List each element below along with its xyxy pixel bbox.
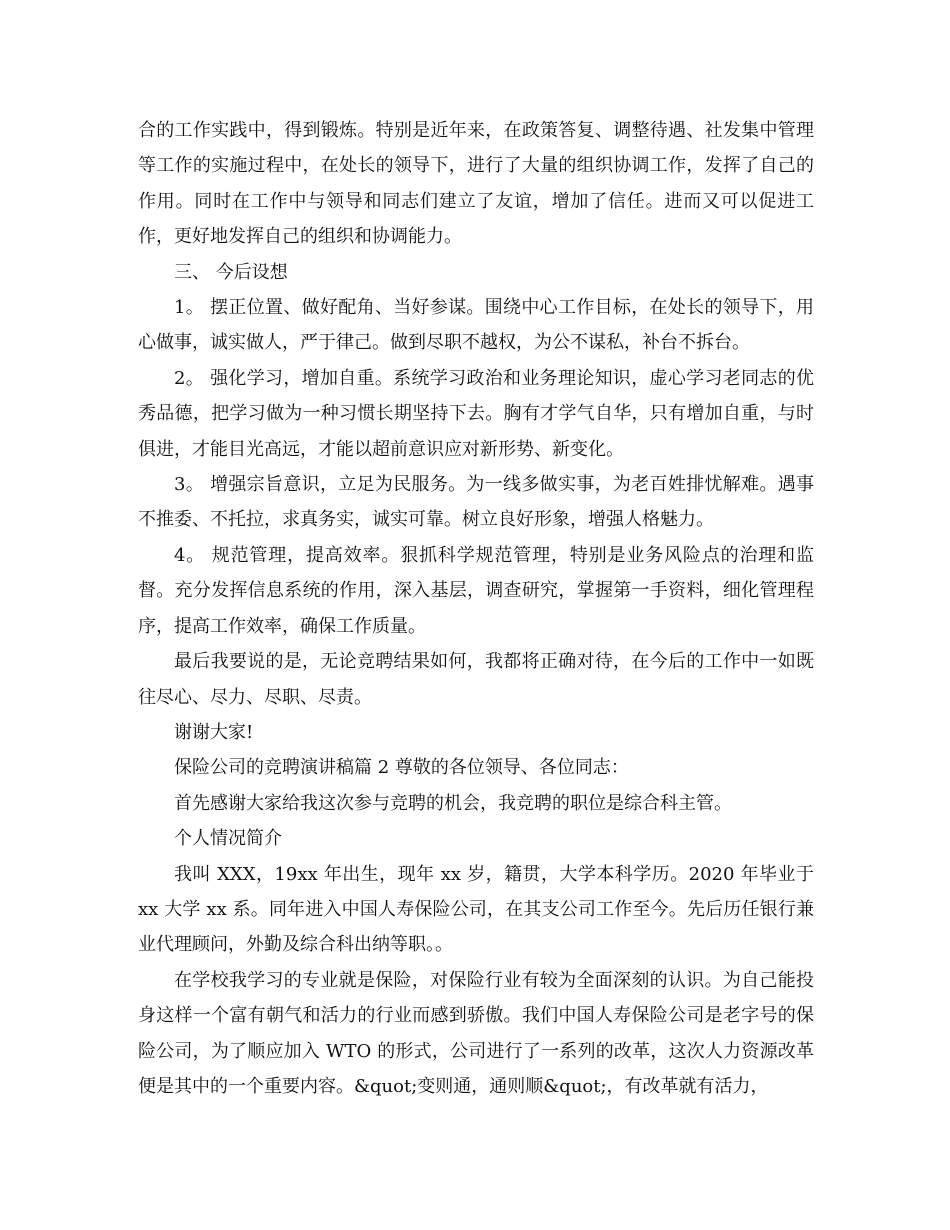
section-heading: 三、 今后设想 [174, 261, 288, 283]
closing-line: 谢谢大家! [174, 721, 254, 743]
paragraph: 首先感谢大家给我这次参与竞聘的机会，我竞聘的职位是综合科主管。 [174, 792, 732, 814]
paragraph: 我叫 XXX，19xx 年出生，现年 xx 岁，籍贯，大学本科学历。2020 年毕业于 xx 大学 xx 系。同年进入中国人寿保险公司，在其支公司工作至今。先后历任银行兼业代理顾问，外勤及综合科出纳等职。。 [138, 863, 814, 956]
paragraph: 在学校我学习的专业就是保险，对保险行业有较为全面深刻的认识。为自己能投身这样一个富有朝气和活力的行业而感到骄傲。我们中国人寿保险公司是老字号的保险公司，为了顺应加入 WTO 的形式，公司进行了一系列的改革，这次人力资源改革便是其中的一个重要内容。&quot;变则通，通则顺&quot;，有改革就有活力， [138, 969, 814, 1097]
paragraph: 保险公司的竞聘演讲稿篇 2 尊敬的各位领导、各位同志： [174, 757, 629, 779]
paragraph: 合的工作实践中，得到锻炼。特别是近年来，在政策答复、调整待遇、社发集中管理等工作的实施过程中，在处长的领导下，进行了大量的组织协调工作，发挥了自己的作用。同时在工作中与领导和同志们建立了友谊，增加了信任。进而又可以促进工作，更好地发挥自己的组织和协调能力。 [138, 120, 814, 248]
paragraph: 最后我要说的是，无论竞聘结果如何，我都将正确对待，在今后的工作中一如既往尽心、尽力、尽职、尽责。 [138, 651, 814, 708]
paragraph: 3。 增强宗旨意识，立足为民服务。为一线多做实事，为老百姓排忧解难。遇事不推委、不托拉，求真务实，诚实可靠。树立良好形象，增强人格魅力。 [138, 474, 814, 531]
section-heading: 个人情况简介 [174, 828, 282, 850]
paragraph: 2。 强化学习，增加自重。系统学习政治和业务理论知识，虚心学习老同志的优秀品德，把学习做为一种习惯长期坚持下去。胸有才学气自华，只有增加自重，与时俱进，才能目光高远，才能以超前意识应对新形势、新变化。 [138, 367, 814, 460]
document-body [138, 113, 814, 1104]
paragraph: 4。 规范管理，提高效率。狠抓科学规范管理，特别是业务风险点的治理和监督。充分发挥信息系统的作用，深入基层，调查研究，掌握第一手资料，细化管理程序，提高工作效率，确保工作质量。 [138, 544, 814, 637]
paragraph: 1。 摆正位置、做好配角、当好参谋。围绕中心工作目标，在处长的领导下，用心做事，诚实做人，严于律己。做到尽职不越权，为公不谋私，补台不拆台。 [138, 297, 814, 354]
